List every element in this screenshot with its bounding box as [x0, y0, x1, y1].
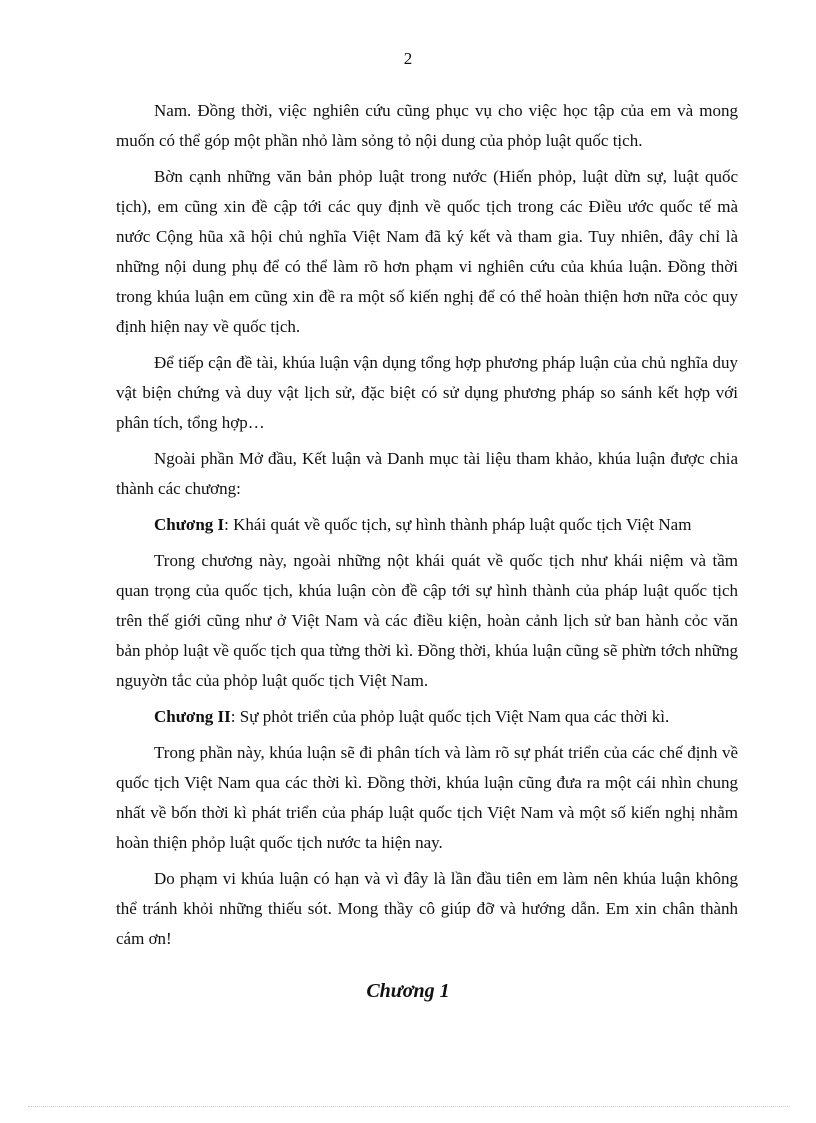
footer-divider — [28, 1106, 788, 1107]
page-number: 2 — [403, 49, 413, 68]
chapter-2-description: Trong phần này, khúa luận sẽ đi phân tích và làm rõ sự phát triển của các chế định về quốc tịch Việt Nam qua các thời kì. Đồng thời, khúa luận cũng đưa ra một cái nhìn chung nhất về bốn thời kì phát triển của pháp luật quốc tịch Việt Nam và một số kiến nghị nhằm hoàn thiện phỏp luật quốc tịch nước ta hiện nay. — [116, 743, 738, 852]
chapter-2-title: : Sự phỏt triển của phỏp luật quốc tịch Việt Nam qua các thời kì. — [230, 707, 670, 726]
chapter-2-summary-line — [116, 702, 738, 732]
chapter-1-title: : Khái quát về quốc tịch, sự hình thành pháp luật quốc tịch Việt Nam — [224, 515, 692, 534]
chapter-1-summary-line — [116, 510, 738, 540]
chapter-heading: Chương 1 — [366, 980, 450, 1002]
chapter-1-description: Trong chương này, ngoài những nột khái quát về quốc tịch như khái niệm và tầm quan trọng của quốc tịch, khúa luận còn đề cập tới sự hình thành của pháp luật quốc tịch trên thế giới cũng như ở Việt Nam và các điều kiện, hoàn cảnh lịch sử ban hành cỏc văn bản phỏp luật về quốc tịch qua từng thời kì. Đồng thời, khúa luận cũng sẽ phừn tớch những nguyờn tắc của phỏp luật quốc tịch Việt Nam. — [116, 551, 738, 690]
paragraph-structure: Ngoài phần Mở đầu, Kết luận và Danh mục tài liệu tham khảo, khúa luận được chia thành các chương: — [116, 449, 738, 498]
paragraph-intro-continuation: Nam. Đồng thời, việc nghiên cứu cũng phục vụ cho việc học tập của em và mong muốn có thể góp một phần nhỏ làm sỏng tỏ nội dung của phỏp luật quốc tịch. — [116, 101, 738, 150]
paragraph-closing: Do phạm vi khúa luận có hạn và vì đây là lần đầu tiên em làm nên khúa luận không thể tránh khỏi những thiếu sót. Mong thầy cô giúp đỡ và hướng dẫn. Em xin chân thành cám ơn! — [116, 869, 738, 948]
chapter-2-label: Chương II — [154, 707, 231, 726]
document-body — [116, 96, 738, 960]
paragraph-legal-scope: Bờn cạnh những văn bản phỏp luật trong nước (Hiến phỏp, luật dừn sự, luật quốc tịch), em cũng xin đề cập tới các quy định về quốc tịch trong các Điều ước quốc tế mà nước Cộng hũa xã hội chủ nghĩa Việt Nam đã ký kết và tham gia. Tuy nhiên, đây chỉ là những nội dung phụ để có thể làm rõ hơn phạm vi nghiên cứu của khúa luận. Đồng thời trong khúa luận em cũng xin đề ra một số kiến nghị để có thể hoàn thiện hơn nữa cỏc quy định hiện nay về quốc tịch. — [116, 167, 738, 336]
chapter-1-label: Chương I — [154, 515, 225, 534]
paragraph-methodology: Để tiếp cận đề tài, khúa luận vận dụng tổng hợp phương pháp luận của chủ nghĩa duy vật biện chứng và duy vật lịch sử, đặc biệt có sử dụng phương pháp so sánh kết hợp với phân tích, tổng hợp… — [116, 353, 738, 432]
